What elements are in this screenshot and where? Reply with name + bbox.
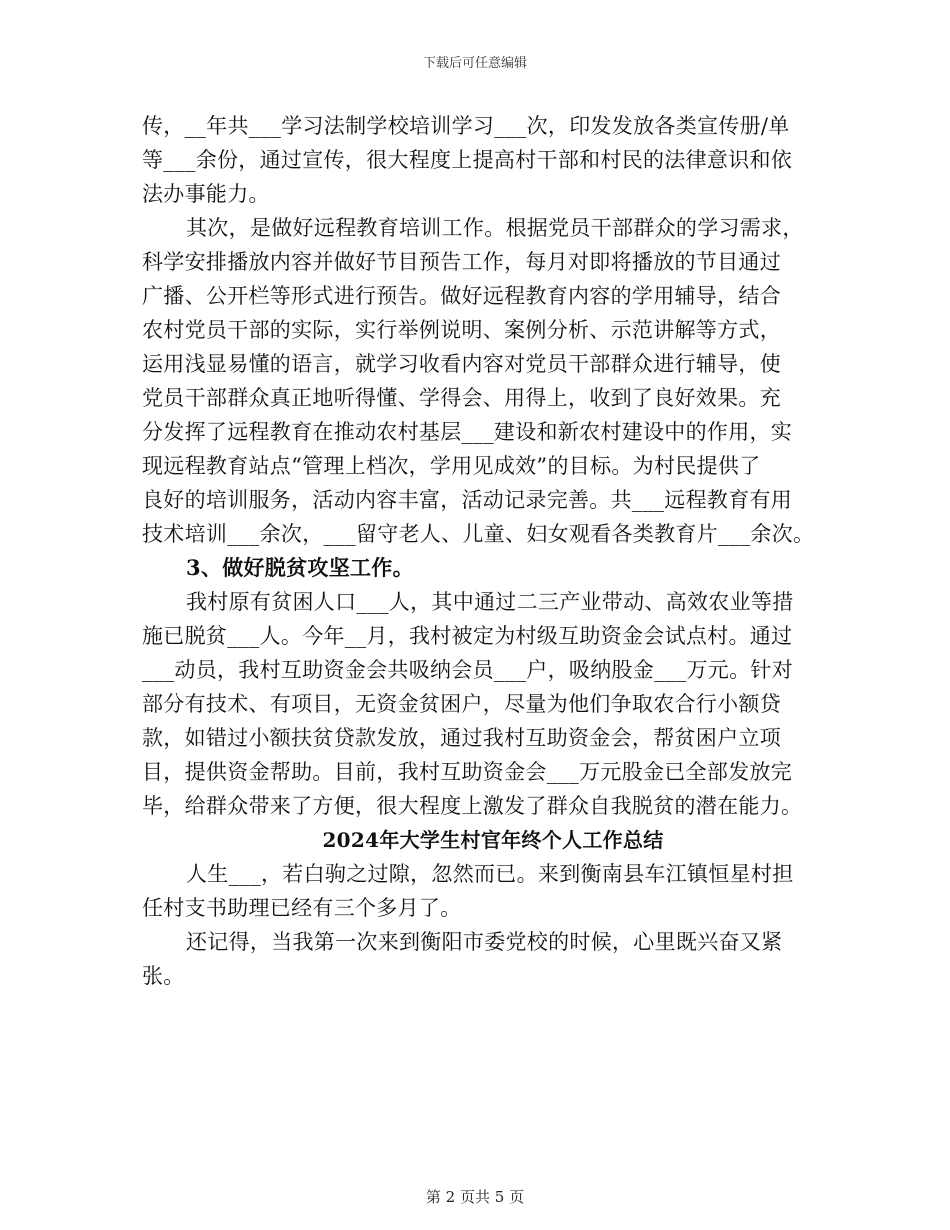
body-line: 目，提供资金帮助。目前，我村互助资金会___万元股金已全部发放完 [142, 760, 793, 784]
page-footer: 第 2 页共 5 页 [425, 1188, 525, 1206]
body-line: ___动员，我村互助资金会共吸纳会员___户，吸纳股金___万元。针对 [142, 658, 793, 682]
body-line: 良好的培训服务，活动内容丰富，活动记录完善。共___远程教育有用 [142, 488, 793, 512]
body-line: 其次，是做好远程教育培训工作。根据党员干部群众的学习需求， [186, 216, 804, 240]
body-line: 法办事能力。 [142, 182, 270, 206]
body-line: 党员干部群众真正地听得懂、学得会、用得上，收到了良好效果。充 [142, 386, 781, 410]
body-line: 部分有技术、有项目，无资金贫困户，尽量为他们争取农合行小额贷 [142, 692, 781, 716]
body-line: 科学安排播放内容并做好节目预告工作，每月对即将播放的节目通过 [142, 250, 781, 274]
body-line: 款，如错过小额扶贫贷款发放，通过我村互助资金会，帮贫困户立项 [142, 726, 781, 750]
body-line: 技术培训___余次，___留守老人、儿童、妇女观看各类教育片___余次。 [142, 522, 815, 546]
body-line: 传，__年共___学习法制学校培训学习___次，印发发放各类宣传册/单 [142, 114, 790, 138]
page-header: 下载后可任意编辑 [422, 56, 527, 71]
body-line: 毕，给群众带来了方便，很大程度上激发了群众自我脱贫的潜在能力。 [142, 794, 803, 818]
body-line: 现远程教育站点“管理上档次，学用见成效”的目标。为村民提供了 [142, 454, 761, 478]
body-line: 广播、公开栏等形式进行预告。做好远程教育内容的学用辅导，结合 [142, 284, 781, 308]
body-line: 运用浅显易懂的语言，就学习收看内容对党员干部群众进行辅导，使 [142, 352, 781, 376]
body-line: 等___余份，通过宣传，很大程度上提高村干部和村民的法律意识和依 [142, 148, 793, 172]
body-line: 我村原有贫困人口___人，其中通过二三产业带动、高效农业等措 [186, 590, 794, 614]
body-line: 人生___，若白驹之过隙，忽然而已。来到衡南县车江镇恒星村担 [186, 862, 794, 886]
body-line: 施已脱贫___人。今年__月，我村被定为村级互助资金会试点村。通过 [142, 624, 793, 648]
document-body [142, 109, 822, 993]
body-line: 分发挥了远程教育在推动农村基层___建设和新农村建设中的作用，实 [142, 420, 793, 444]
body-line: 还记得，当我第一次来到衡阳市委党校的时候，心里既兴奋又紧 [186, 930, 783, 954]
document-title: 2024年大学生村官年终个人工作总结 [322, 828, 664, 852]
body-line: 任村支书助理已经有三个多月了。 [142, 896, 462, 920]
body-line: 农村党员干部的实际，实行举例说明、案例分析、示范讲解等方式， [142, 318, 781, 342]
body-line: 张。 [142, 964, 185, 988]
section-heading: 3、做好脱贫攻坚工作。 [186, 555, 414, 580]
